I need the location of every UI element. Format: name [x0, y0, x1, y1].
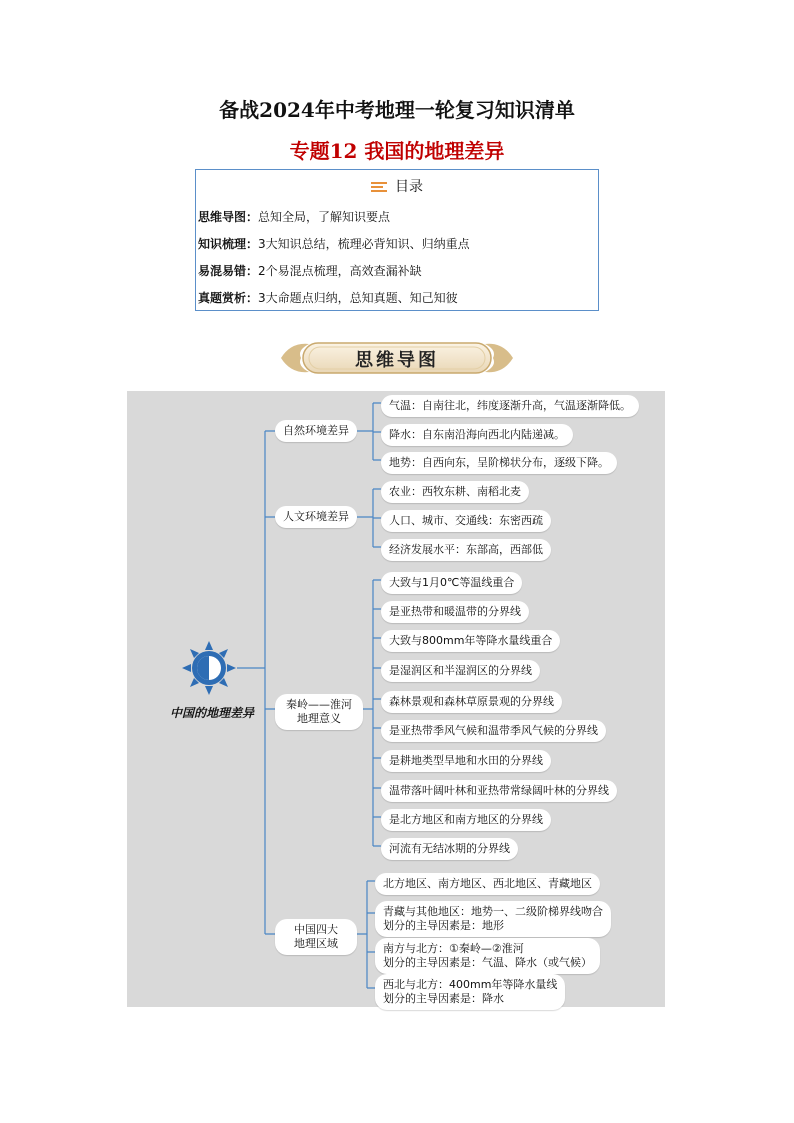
- branch-human-differences: 人文环境差异: [275, 506, 357, 528]
- leaf-qh-2: 是亚热带和暖温带的分界线: [381, 601, 529, 623]
- leaf-qh-1: 大致与1月0℃等温线重合: [381, 572, 522, 594]
- branch-2-connector: [363, 580, 373, 846]
- toc-item-confusions[interactable]: [198, 262, 422, 279]
- mindmap-root: 中国的地理差异: [169, 706, 254, 720]
- toc-item-text: 3大知识总结，梳理必背知识、归纳重点: [258, 237, 470, 251]
- branch-qinling-huaihe: 秦岭——淮河 地理意义: [275, 694, 363, 730]
- toc-item-mindmap[interactable]: [198, 208, 390, 225]
- leaf-qh-10: 河流有无结冰期的分界线: [381, 838, 518, 860]
- banner-label: 思维导图: [355, 350, 439, 371]
- leaf-terrain: 地势：自西向东，呈阶梯状分布，逐级下降。: [381, 452, 617, 474]
- toc-item-text: 2个易混点梳理，高效查漏补缺: [258, 264, 422, 278]
- mind-map: [127, 391, 665, 1007]
- document-title: 备战2024年中考地理一轮复习知识清单: [219, 98, 575, 122]
- document-subtitle: 专题12 我国的地理差异: [289, 139, 505, 163]
- branch-ticks: [265, 431, 275, 934]
- leaf-agriculture: 农业：西牧东耕、南稻北麦: [381, 481, 529, 503]
- leaf-qh-4: 是湿润区和半湿润区的分界线: [381, 660, 540, 682]
- toc-item-tag: 真题赏析：: [198, 291, 259, 305]
- toc-heading: [196, 176, 598, 196]
- toc-item-knowledge[interactable]: [198, 235, 470, 252]
- leaf-qh-5: 森林景观和森林草原景观的分界线: [381, 691, 562, 713]
- branch-natural-differences: 自然环境差异: [275, 420, 357, 442]
- section-banner: [275, 338, 519, 378]
- leaf-qingzang-boundary: 青藏与其他地区：地势一、二级阶梯界线吻合 划分的主导因素是：地形: [375, 901, 611, 937]
- leaf-northwest-boundary: 西北与北方：400mm年等降水量线 划分的主导因素是：降水: [375, 974, 565, 1010]
- sun-icon: [182, 641, 236, 695]
- leaf-qh-8: 温带落叶阔叶林和亚热带常绿阔叶林的分界线: [381, 780, 617, 802]
- table-of-contents: [195, 169, 599, 311]
- branch-1-connector: [357, 489, 381, 547]
- toc-heading-label: 目录: [395, 179, 423, 195]
- leaf-precipitation: 降水：自东南沿海向西北内陆递减。: [381, 424, 573, 446]
- leaf-qh-9: 是北方地区和南方地区的分界线: [381, 809, 551, 831]
- leaf-qh-6: 是亚热带季风气候和温带季风气候的分界线: [381, 720, 606, 742]
- branch-3-connector: [357, 881, 375, 988]
- leaf-regions-list: 北方地区、南方地区、西北地区、青藏地区: [375, 873, 600, 895]
- branch-0-connector: [357, 403, 381, 460]
- list-icon: [371, 182, 387, 193]
- leaf-economy: 经济发展水平：东部高，西部低: [381, 539, 551, 561]
- leaf-qh-7: 是耕地类型旱地和水田的分界线: [381, 750, 551, 772]
- toc-item-text: 3大命题点归纳，总知真题、知己知彼: [258, 291, 458, 305]
- toc-item-tag: 知识梳理：: [198, 237, 259, 251]
- toc-item-tag: 思维导图：: [198, 210, 259, 224]
- leaf-south-north-boundary: 南方与北方：①秦岭—②淮河 划分的主导因素是：气温、降水（或气候）: [375, 938, 600, 974]
- branch-2-ticks: [373, 580, 381, 846]
- leaf-population: 人口、城市、交通线：东密西疏: [381, 510, 551, 532]
- leaf-temperature: 气温：自南往北，纬度逐渐升高，气温逐渐降低。: [381, 395, 639, 417]
- toc-item-text: 总知全局，了解知识要点: [258, 210, 391, 224]
- toc-item-tag: 易混易错：: [198, 264, 259, 278]
- toc-item-exam[interactable]: [198, 289, 458, 306]
- branch-four-regions: 中国四大 地理区域: [275, 919, 357, 955]
- leaf-qh-3: 大致与800mm年等降水量线重合: [381, 630, 560, 652]
